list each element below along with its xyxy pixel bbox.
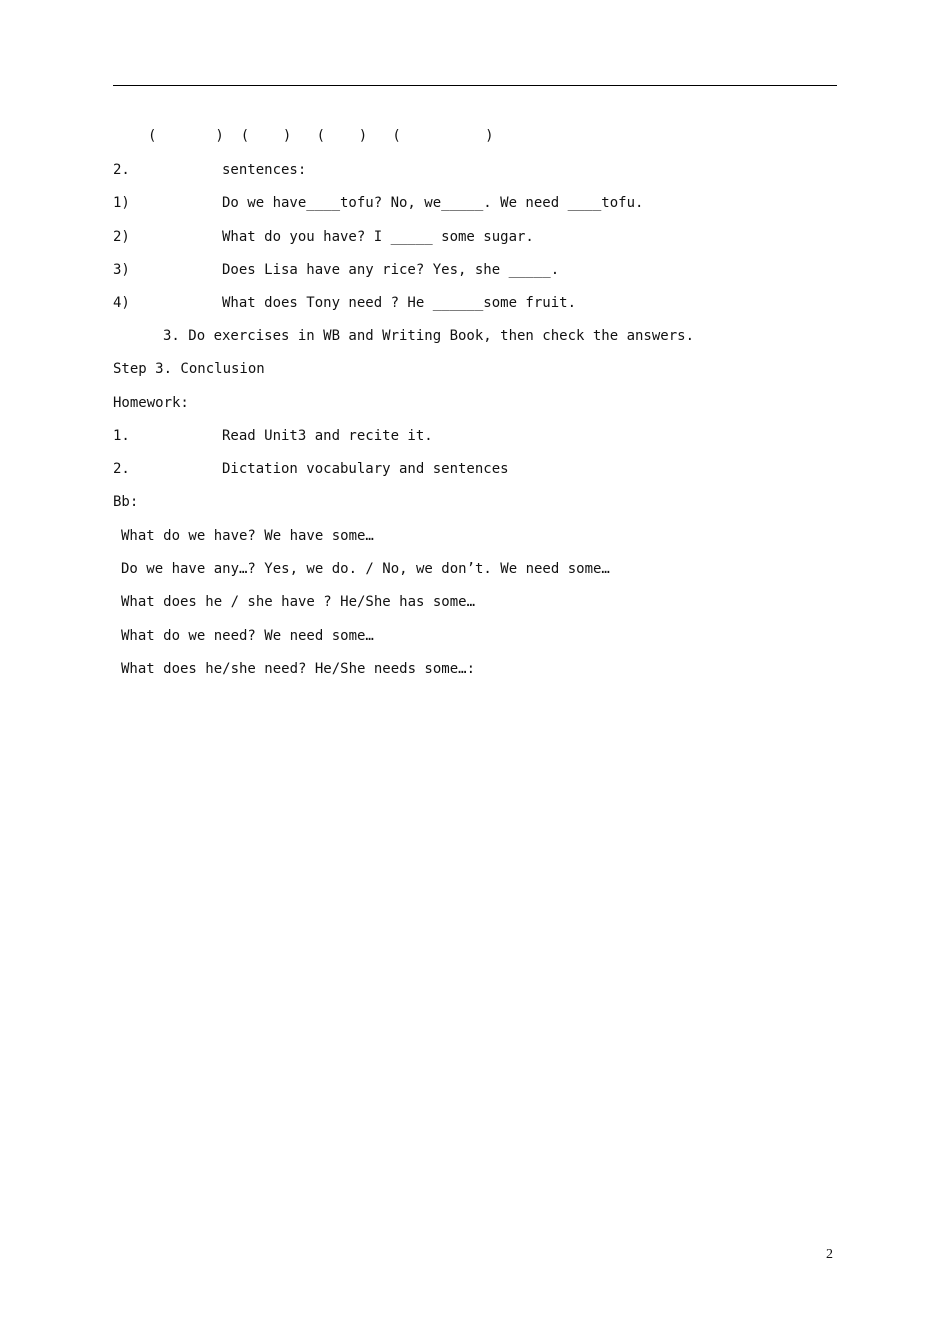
bb-line: What do we have? We have some… <box>121 528 374 544</box>
list-text: sentences: <box>222 162 307 178</box>
list-number: 2) <box>113 229 130 245</box>
sentence-item <box>113 227 534 247</box>
homework-item <box>113 459 509 479</box>
bb-line: Do we have any…? Yes, we do. / No, we don’t. We need some… <box>121 561 610 577</box>
bb-line: What does he/she need? He/She needs some…: <box>121 661 476 677</box>
list-number: 1) <box>113 195 130 211</box>
exercise-3: 3. Do exercises in WB and Writing Book, then check the answers. <box>163 328 695 344</box>
step-3-heading: Step 3. Conclusion <box>113 361 265 377</box>
homework-label: Homework: <box>113 395 189 411</box>
parentheses-row: ( ) ( ) ( ) ( ) <box>148 128 494 144</box>
sentence-item <box>113 260 559 280</box>
sentence-item <box>113 293 576 313</box>
header-rule <box>113 85 837 86</box>
bb-line: What do we need? We need some… <box>121 628 374 644</box>
homework-item <box>113 426 433 446</box>
list-number: 3) <box>113 262 130 278</box>
list-text: Does Lisa have any rice? Yes, she _____. <box>222 262 560 278</box>
section-2-heading <box>113 160 306 180</box>
list-text: Read Unit3 and recite it. <box>222 428 433 444</box>
bb-line: What does he / she have ? He/She has some… <box>121 594 476 610</box>
list-number: 2. <box>113 162 130 178</box>
list-text: Dictation vocabulary and sentences <box>222 461 509 477</box>
list-text: What does Tony need ? He ______some fruit. <box>222 295 577 311</box>
list-number: 1. <box>113 428 130 444</box>
list-text: Do we have____tofu? No, we_____. We need ____tofu. <box>222 195 644 211</box>
list-number: 4) <box>113 295 130 311</box>
sentence-item <box>113 193 643 213</box>
page-number: 2 <box>826 1247 833 1262</box>
bb-label: Bb: <box>113 494 139 510</box>
list-text: What do you have? I _____ some sugar. <box>222 229 534 245</box>
list-number: 2. <box>113 461 130 477</box>
